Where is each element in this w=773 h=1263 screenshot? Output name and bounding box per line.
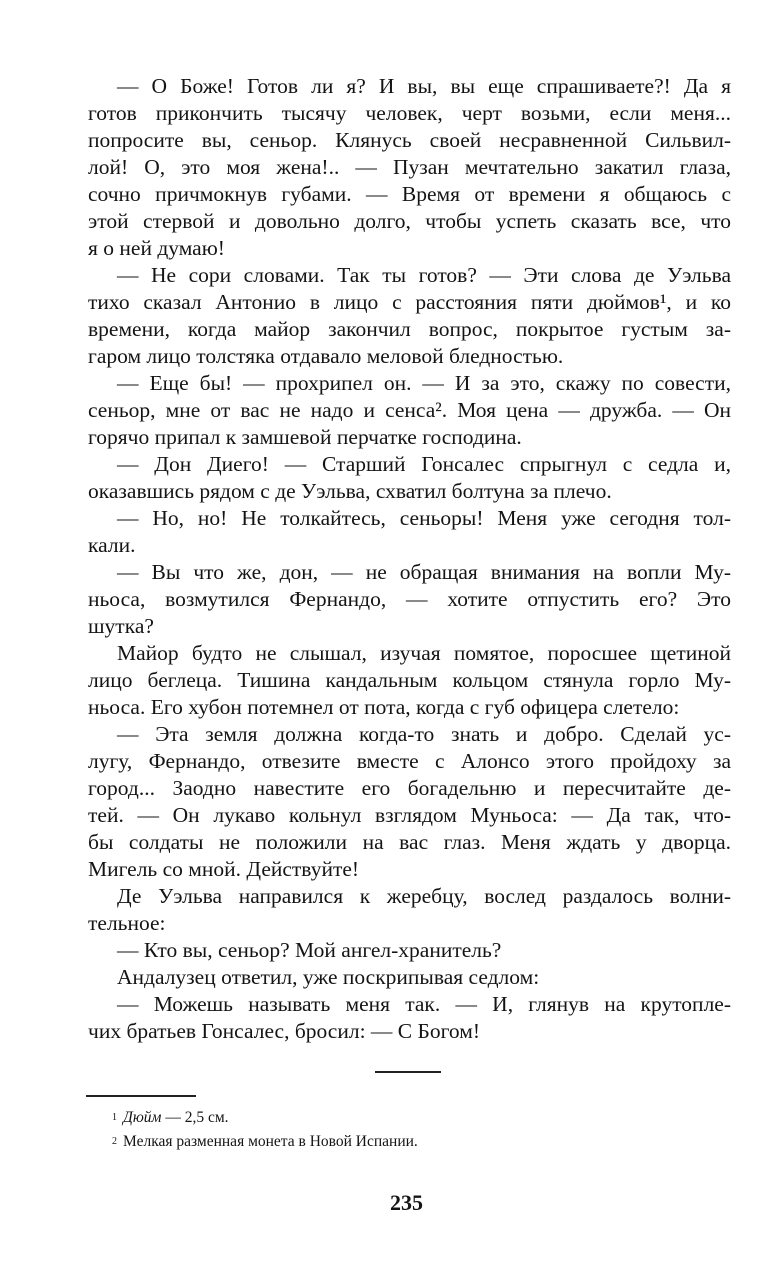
text-line: гаром лицо толстяка отдавало меловой бледностью. bbox=[88, 344, 564, 368]
footnote-rule bbox=[86, 1095, 196, 1097]
footnote-mark: 2 bbox=[112, 1136, 117, 1147]
footnote-term: Дюйм bbox=[123, 1109, 162, 1126]
text-line: кали. bbox=[88, 533, 136, 557]
text-line: — Можешь называть меня так. — И, глянув на крутопле- bbox=[117, 992, 731, 1016]
text-line: лой! О, это моя жена!.. — Пузан мечтательно закатил глаза, bbox=[88, 155, 731, 179]
text-line: — Не сори словами. Так ты готов? — Эти слова де Уэльва bbox=[117, 263, 731, 287]
text-line: лугу, Фернандо, отвезите вместе с Алонсо этого пройдоху за bbox=[88, 749, 731, 773]
text-line: оказавшись рядом с де Уэльва, схватил болтуна за плечо. bbox=[88, 479, 612, 503]
text-line: я о ней думаю! bbox=[88, 236, 225, 260]
text-line: сеньор, мне от вас не надо и сенса². Моя цена — дружба. — Он bbox=[88, 398, 731, 422]
text-line: тихо сказал Антонио в лицо с расстояния пяти дюймов¹, и ко bbox=[88, 290, 731, 314]
text-line: Де Уэльва направился к жеребцу, вослед раздалось волни- bbox=[117, 884, 731, 908]
section-divider bbox=[375, 1071, 441, 1073]
footnote-2 bbox=[112, 1132, 418, 1154]
text-line: Мигель со мной. Действуйте! bbox=[88, 857, 360, 881]
text-line: Майор будто не слышал, изучая помятое, поросшее щетиной bbox=[117, 641, 731, 665]
footnote-text: — 2,5 см. bbox=[161, 1109, 229, 1126]
footnote-1 bbox=[112, 1108, 229, 1130]
text-line: Андалузец ответил, уже поскрипывая седлом: bbox=[117, 965, 540, 989]
page-number: 235 bbox=[390, 1190, 423, 1215]
text-line: горячо припал к замшевой перчатке господина. bbox=[88, 425, 522, 449]
text-line: ньоса. Его хубон потемнел от пота, когда с губ офицера слетело: bbox=[88, 695, 680, 719]
text-line: — Еще бы! — прохрипел он. — И за это, скажу по совести, bbox=[117, 371, 731, 395]
text-line: попросите вы, сеньор. Клянусь своей несравненной Сильвил- bbox=[88, 128, 731, 152]
text-line: сочно причмокнув губами. — Время от времени я общаюсь с bbox=[88, 182, 731, 206]
text-line: готов прикончить тысячу человек, черт возьми, если меня... bbox=[88, 101, 731, 125]
text-line: шутка? bbox=[88, 614, 154, 638]
text-line: — Кто вы, сеньор? Мой ангел-хранитель? bbox=[117, 938, 502, 962]
footnote-text: Мелкая разменная монета в Новой Испании. bbox=[123, 1133, 418, 1150]
text-line: — Дон Диего! — Старший Гонсалес спрыгнул с седла и, bbox=[117, 452, 731, 476]
text-line: тей. — Он лукаво кольнул взглядом Муньоса: — Да так, что- bbox=[88, 803, 731, 827]
text-line: чих братьев Гонсалес, бросил: — С Богом! bbox=[88, 1019, 480, 1043]
text-line: город... Заодно навестите его богадельню и пересчитайте де- bbox=[88, 776, 731, 800]
text-line: — Но, но! Не толкайтесь, сеньоры! Меня уже сегодня тол- bbox=[117, 506, 731, 530]
body-text bbox=[88, 73, 731, 1045]
text-line: бы солдаты не положили на вас глаз. Меня ждать у дворца. bbox=[88, 830, 731, 854]
text-line: — Вы что же, дон, — не обращая внимания на вопли Му- bbox=[117, 560, 731, 584]
text-line: — О Боже! Готов ли я? И вы, вы еще спрашиваете?! Да я bbox=[117, 74, 731, 98]
text-line: времени, когда майор закончил вопрос, покрытое густым за- bbox=[88, 317, 731, 341]
text-line: — Эта земля должна когда-то знать и добро. Сделай ус- bbox=[117, 722, 731, 746]
text-line: тельное: bbox=[88, 911, 166, 935]
text-line: ньоса, возмутился Фернандо, — хотите отпустить его? Это bbox=[88, 587, 731, 611]
text-line: лицо беглеца. Тишина кандальным кольцом стянула горло Му- bbox=[88, 668, 731, 692]
footnote-mark: 1 bbox=[112, 1112, 117, 1123]
text-line: этой стервой и довольно долго, чтобы успеть сказать все, что bbox=[88, 209, 731, 233]
